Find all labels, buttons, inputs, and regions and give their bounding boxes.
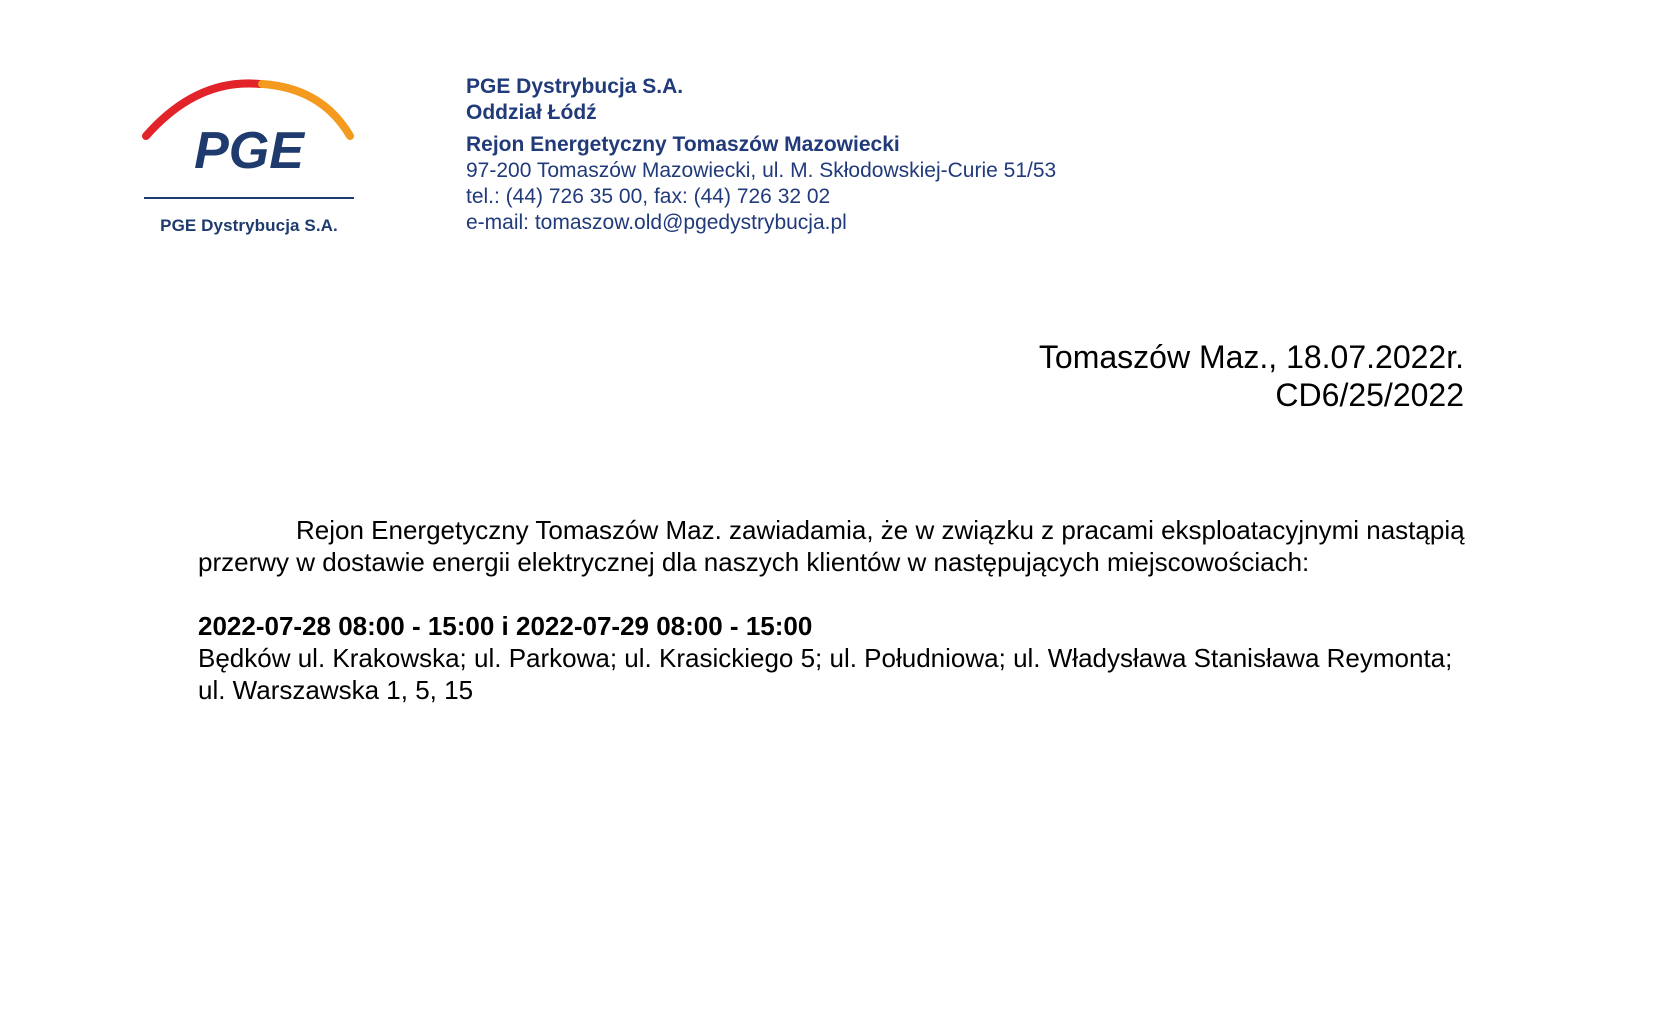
branch-name: Oddział Łódź <box>466 101 597 124</box>
reference-number: CD6/25/2022 <box>1275 377 1464 413</box>
region-name: Rejon Energetyczny Tomaszów Mazowiecki <box>466 133 900 156</box>
pge-logo <box>142 78 356 243</box>
date-reference-block <box>1039 338 1464 414</box>
place-date: Tomaszów Maz., 18.07.2022r. <box>1038 339 1464 375</box>
logo-caption: PGE Dystrybucja S.A. <box>160 216 338 235</box>
logo-wordmark: PGE <box>194 122 304 180</box>
intro-paragraph: Rejon Energetyczny Tomaszów Maz. zawiadamia, że w związku z pracami eksploatacyjnymi nastąpią przerwy w dostawie energii elektrycznej dla naszych klientów w następujących miejscowościach: <box>198 515 1465 577</box>
email[interactable]: e-mail: tomaszow.old@pgedystrybucja.pl <box>466 211 847 234</box>
pge-logo-icon <box>142 78 356 213</box>
letter-body <box>198 514 1468 706</box>
address: 97-200 Tomaszów Mazowiecki, ul. M. Skłodowskiej-Curie 51/53 <box>466 159 1057 182</box>
outage-time: 2022-07-28 08:00 - 15:00 i 2022-07-29 08:00 - 15:00 <box>198 611 813 641</box>
phone-fax: tel.: (44) 726 35 00, fax: (44) 726 32 02 <box>466 185 831 208</box>
letterhead <box>466 74 1056 236</box>
outage-places: Będków ul. Krakowska; ul. Parkowa; ul. Krasickiego 5; ul. Południowa; ul. Władysława Stanisława Reymonta; ul. Warszawska 1, 5, 15 <box>198 643 1453 705</box>
company-name: PGE Dystrybucja S.A. <box>466 75 684 98</box>
